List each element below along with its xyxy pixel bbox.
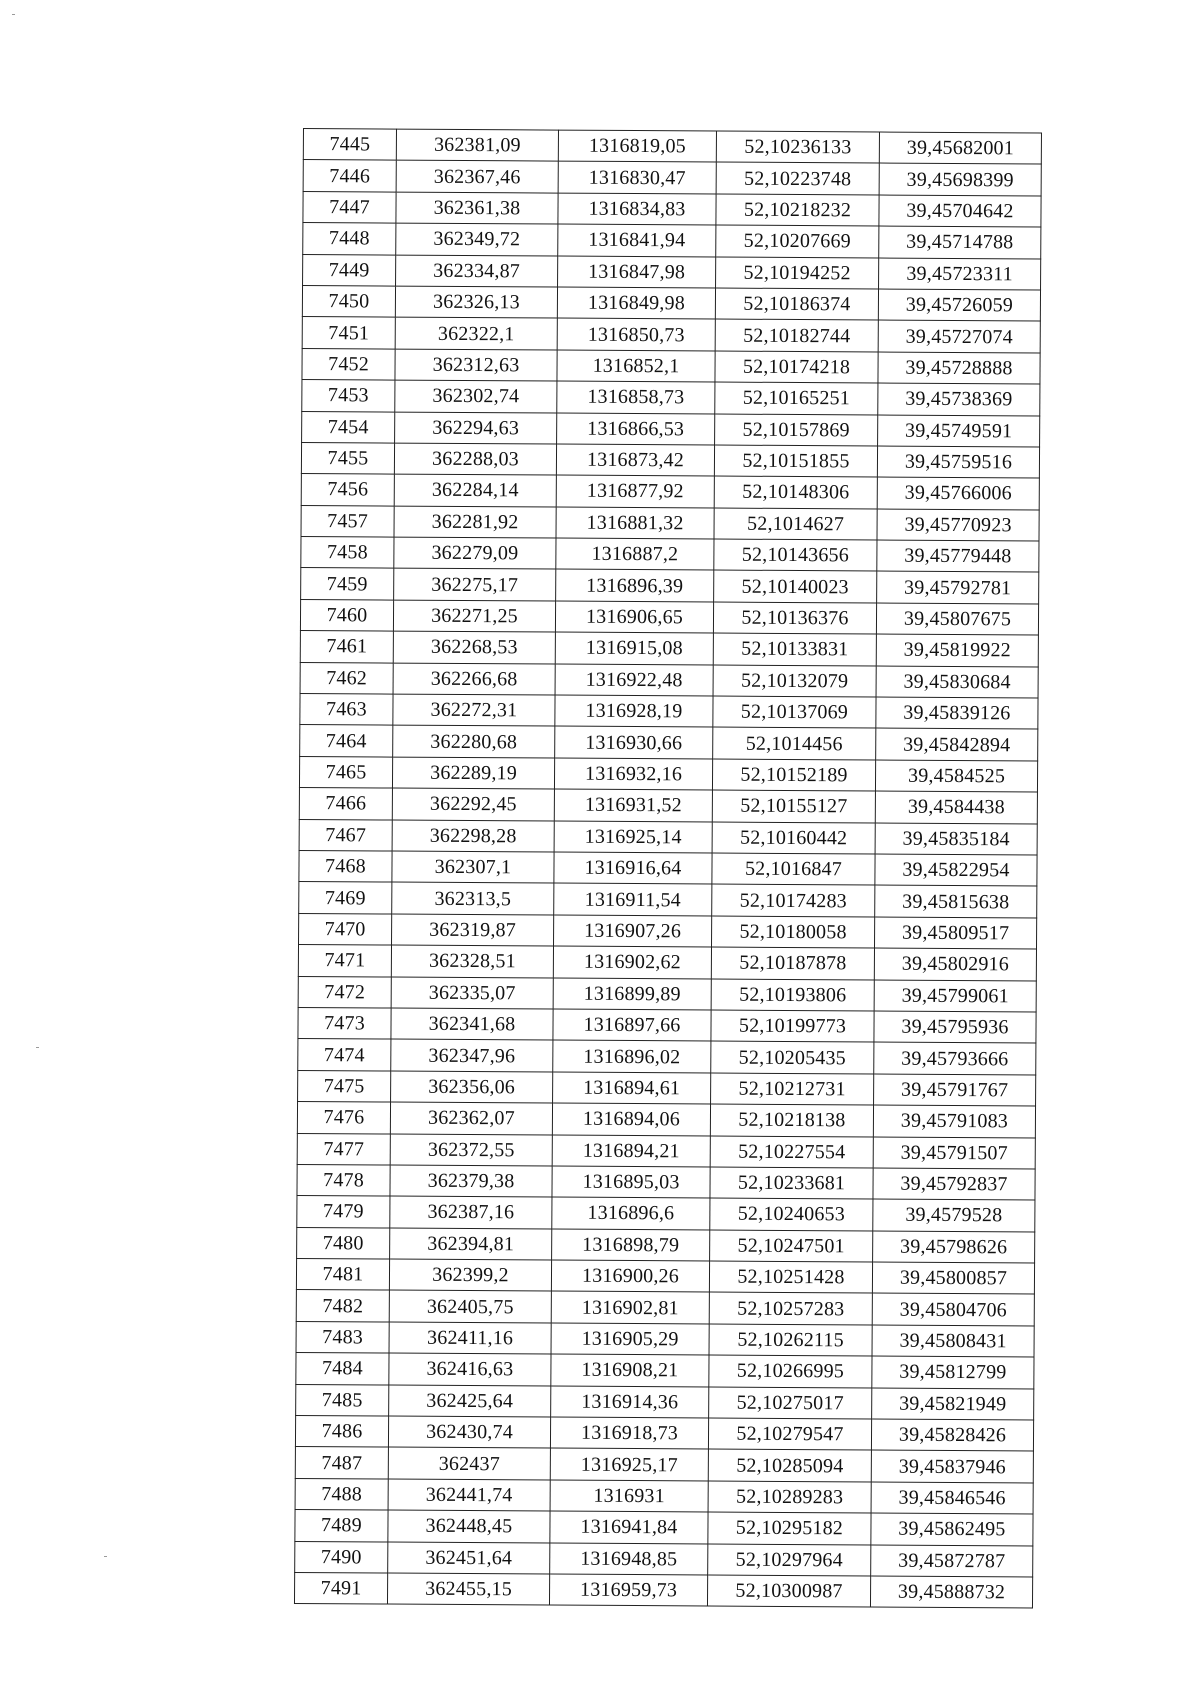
point-number-cell: 7465 bbox=[299, 756, 392, 788]
longitude-cell: 39,45714788 bbox=[879, 226, 1041, 258]
y-coordinate-cell: 1316881,32 bbox=[556, 507, 714, 539]
longitude-cell: 39,45872787 bbox=[871, 1545, 1033, 1577]
latitude-cell: 52,10155127 bbox=[712, 790, 875, 822]
point-number-cell: 7481 bbox=[296, 1259, 389, 1291]
latitude-cell: 52,10136376 bbox=[713, 602, 876, 634]
table-row bbox=[298, 945, 1036, 981]
latitude-cell: 52,10137069 bbox=[713, 696, 876, 728]
longitude-cell: 39,45819922 bbox=[876, 634, 1038, 666]
y-coordinate-cell: 1316896,6 bbox=[552, 1197, 710, 1229]
y-coordinate-cell: 1316905,29 bbox=[551, 1323, 709, 1355]
y-coordinate-cell: 1316873,42 bbox=[556, 444, 714, 476]
latitude-cell: 52,10218138 bbox=[710, 1104, 873, 1136]
x-coordinate-cell: 362319,87 bbox=[392, 914, 554, 946]
point-number-cell: 7486 bbox=[295, 1415, 388, 1447]
point-number-cell: 7471 bbox=[298, 945, 391, 977]
x-coordinate-cell: 362405,75 bbox=[389, 1291, 551, 1323]
table-row bbox=[303, 160, 1041, 196]
y-coordinate-cell: 1316902,62 bbox=[553, 946, 711, 978]
latitude-cell: 52,10182744 bbox=[715, 319, 878, 351]
longitude-cell: 39,45888732 bbox=[870, 1576, 1032, 1608]
latitude-cell: 52,10187878 bbox=[711, 947, 874, 979]
point-number-cell: 7482 bbox=[296, 1290, 389, 1322]
latitude-cell: 52,10218232 bbox=[716, 194, 879, 226]
longitude-cell: 39,45815638 bbox=[875, 885, 1037, 917]
latitude-cell: 52,10132079 bbox=[713, 665, 876, 697]
x-coordinate-cell: 362341,68 bbox=[391, 1008, 553, 1040]
point-number-cell: 7475 bbox=[298, 1070, 391, 1102]
point-number-cell: 7456 bbox=[301, 474, 394, 506]
y-coordinate-cell: 1316852,1 bbox=[557, 350, 715, 382]
x-coordinate-cell: 362328,51 bbox=[391, 945, 553, 977]
longitude-cell: 39,4584525 bbox=[875, 760, 1037, 792]
latitude-cell: 52,10160442 bbox=[712, 822, 875, 854]
y-coordinate-cell: 1316959,73 bbox=[549, 1574, 707, 1606]
latitude-cell: 52,10223748 bbox=[716, 162, 879, 194]
table-row bbox=[303, 129, 1041, 165]
x-coordinate-cell: 362322,1 bbox=[395, 317, 557, 349]
longitude-cell: 39,45759516 bbox=[877, 446, 1039, 478]
table-row bbox=[298, 1070, 1036, 1106]
x-coordinate-cell: 362268,53 bbox=[393, 631, 555, 663]
y-coordinate-cell: 1316841,94 bbox=[558, 224, 716, 256]
latitude-cell: 52,10193806 bbox=[711, 979, 874, 1011]
point-number-cell: 7448 bbox=[303, 223, 396, 255]
table-row bbox=[300, 599, 1038, 635]
longitude-cell: 39,45791507 bbox=[873, 1137, 1035, 1169]
table-row bbox=[303, 191, 1041, 227]
point-number-cell: 7451 bbox=[302, 317, 395, 349]
point-number-cell: 7461 bbox=[300, 631, 393, 663]
x-coordinate-cell: 362437 bbox=[388, 1447, 550, 1479]
x-coordinate-cell: 362275,17 bbox=[394, 569, 556, 601]
x-coordinate-cell: 362372,55 bbox=[390, 1134, 552, 1166]
latitude-cell: 52,10240653 bbox=[710, 1198, 873, 1230]
point-number-cell: 7455 bbox=[301, 442, 394, 474]
longitude-cell: 39,45749591 bbox=[878, 415, 1040, 447]
table-row bbox=[297, 1102, 1035, 1138]
table-row bbox=[300, 725, 1038, 761]
y-coordinate-cell: 1316898,79 bbox=[552, 1229, 710, 1261]
longitude-cell: 39,45728888 bbox=[878, 352, 1040, 384]
table-row bbox=[297, 1227, 1035, 1263]
table-row bbox=[299, 913, 1037, 949]
y-coordinate-cell: 1316858,73 bbox=[557, 381, 715, 413]
point-number-cell: 7479 bbox=[297, 1196, 390, 1228]
x-coordinate-cell: 362367,46 bbox=[396, 160, 558, 192]
table-row bbox=[301, 568, 1039, 604]
x-coordinate-cell: 362289,19 bbox=[392, 757, 554, 789]
table-row bbox=[297, 1164, 1035, 1200]
point-number-cell: 7488 bbox=[295, 1478, 388, 1510]
x-coordinate-cell: 362313,5 bbox=[392, 882, 554, 914]
x-coordinate-cell: 362280,68 bbox=[393, 725, 555, 757]
longitude-cell: 39,45726059 bbox=[878, 289, 1040, 321]
table-row bbox=[299, 819, 1037, 855]
x-coordinate-cell: 362284,14 bbox=[394, 474, 556, 506]
table-row bbox=[295, 1510, 1033, 1546]
y-coordinate-cell: 1316895,03 bbox=[552, 1166, 710, 1198]
longitude-cell: 39,45792837 bbox=[873, 1168, 1035, 1200]
table-row bbox=[300, 662, 1038, 698]
longitude-cell: 39,45835184 bbox=[875, 823, 1037, 855]
longitude-cell: 39,45800857 bbox=[872, 1262, 1034, 1294]
latitude-cell: 52,10151855 bbox=[714, 445, 877, 477]
point-number-cell: 7450 bbox=[302, 285, 395, 317]
longitude-cell: 39,45799061 bbox=[874, 980, 1036, 1012]
x-coordinate-cell: 362399,2 bbox=[389, 1259, 551, 1291]
longitude-cell: 39,45791767 bbox=[874, 1074, 1036, 1106]
latitude-cell: 52,10285094 bbox=[708, 1449, 871, 1481]
longitude-cell: 39,45812799 bbox=[872, 1356, 1034, 1388]
x-coordinate-cell: 362326,13 bbox=[395, 286, 557, 318]
latitude-cell: 52,10174283 bbox=[712, 884, 875, 916]
latitude-cell: 52,1014456 bbox=[713, 727, 876, 759]
y-coordinate-cell: 1316834,83 bbox=[558, 193, 716, 225]
table-row bbox=[295, 1415, 1033, 1451]
x-coordinate-cell: 362312,63 bbox=[395, 349, 557, 381]
table-row bbox=[300, 694, 1038, 730]
x-coordinate-cell: 362411,16 bbox=[389, 1322, 551, 1354]
point-number-cell: 7478 bbox=[297, 1164, 390, 1196]
x-coordinate-cell: 362298,28 bbox=[392, 820, 554, 852]
y-coordinate-cell: 1316925,14 bbox=[554, 821, 712, 853]
latitude-cell: 52,10143656 bbox=[714, 539, 877, 571]
latitude-cell: 52,10148306 bbox=[714, 476, 877, 508]
x-coordinate-cell: 362292,45 bbox=[392, 788, 554, 820]
longitude-cell: 39,45804706 bbox=[872, 1293, 1034, 1325]
point-number-cell: 7468 bbox=[299, 850, 392, 882]
longitude-cell: 39,45766006 bbox=[877, 477, 1039, 509]
point-number-cell: 7477 bbox=[297, 1133, 390, 1165]
table-row bbox=[300, 631, 1038, 667]
x-coordinate-cell: 362451,64 bbox=[388, 1542, 550, 1574]
longitude-cell: 39,45809517 bbox=[875, 917, 1037, 949]
point-number-cell: 7462 bbox=[300, 662, 393, 694]
point-number-cell: 7490 bbox=[295, 1541, 388, 1573]
latitude-cell: 52,10133831 bbox=[713, 633, 876, 665]
table-row bbox=[294, 1572, 1032, 1608]
longitude-cell: 39,45791083 bbox=[873, 1105, 1035, 1137]
y-coordinate-cell: 1316907,26 bbox=[554, 915, 712, 947]
x-coordinate-cell: 362394,81 bbox=[390, 1228, 552, 1260]
table-row bbox=[296, 1290, 1034, 1326]
y-coordinate-cell: 1316928,19 bbox=[555, 695, 713, 727]
longitude-cell: 39,45830684 bbox=[876, 666, 1038, 698]
y-coordinate-cell: 1316896,02 bbox=[553, 1040, 711, 1072]
y-coordinate-cell: 1316819,05 bbox=[558, 130, 716, 162]
x-coordinate-cell: 362349,72 bbox=[396, 223, 558, 255]
point-number-cell: 7467 bbox=[299, 819, 392, 851]
x-coordinate-cell: 362266,68 bbox=[393, 663, 555, 695]
longitude-cell: 39,45738369 bbox=[878, 383, 1040, 415]
scan-speck bbox=[12, 14, 15, 15]
latitude-cell: 52,10165251 bbox=[715, 382, 878, 414]
x-coordinate-cell: 362448,45 bbox=[388, 1510, 550, 1542]
x-coordinate-cell: 362362,07 bbox=[390, 1102, 552, 1134]
y-coordinate-cell: 1316930,66 bbox=[555, 726, 713, 758]
y-coordinate-cell: 1316948,85 bbox=[550, 1543, 708, 1575]
latitude-cell: 52,10262115 bbox=[709, 1324, 872, 1356]
table-row bbox=[301, 537, 1039, 573]
y-coordinate-cell: 1316900,26 bbox=[551, 1260, 709, 1292]
latitude-cell: 52,10251428 bbox=[709, 1261, 872, 1293]
table-row bbox=[301, 474, 1039, 510]
table-row bbox=[301, 442, 1039, 478]
x-coordinate-cell: 362416,63 bbox=[389, 1353, 551, 1385]
y-coordinate-cell: 1316887,2 bbox=[556, 538, 714, 570]
y-coordinate-cell: 1316897,66 bbox=[553, 1009, 711, 1041]
latitude-cell: 52,1016847 bbox=[712, 853, 875, 885]
y-coordinate-cell: 1316932,16 bbox=[554, 758, 712, 790]
y-coordinate-cell: 1316918,73 bbox=[550, 1417, 708, 1449]
y-coordinate-cell: 1316849,98 bbox=[557, 287, 715, 319]
x-coordinate-cell: 362356,06 bbox=[391, 1071, 553, 1103]
table-row bbox=[299, 788, 1037, 824]
longitude-cell: 39,4584438 bbox=[875, 791, 1037, 823]
latitude-cell: 52,10275017 bbox=[709, 1387, 872, 1419]
longitude-cell: 39,45807675 bbox=[876, 603, 1038, 635]
point-number-cell: 7491 bbox=[294, 1572, 387, 1604]
y-coordinate-cell: 1316906,65 bbox=[555, 601, 713, 633]
point-number-cell: 7466 bbox=[299, 788, 392, 820]
x-coordinate-cell: 362294,63 bbox=[395, 412, 557, 444]
table-row bbox=[296, 1353, 1034, 1389]
point-number-cell: 7483 bbox=[296, 1321, 389, 1353]
table-row bbox=[295, 1478, 1033, 1514]
y-coordinate-cell: 1316925,17 bbox=[550, 1448, 708, 1480]
x-coordinate-cell: 362334,87 bbox=[396, 255, 558, 287]
table-row bbox=[299, 756, 1037, 792]
table-row bbox=[298, 1007, 1036, 1043]
y-coordinate-cell: 1316847,98 bbox=[558, 256, 716, 288]
point-number-cell: 7473 bbox=[298, 1007, 391, 1039]
x-coordinate-cell: 362335,07 bbox=[391, 977, 553, 1009]
y-coordinate-cell: 1316914,36 bbox=[551, 1386, 709, 1418]
latitude-cell: 52,10266995 bbox=[709, 1355, 872, 1387]
x-coordinate-cell: 362455,15 bbox=[387, 1573, 549, 1605]
point-number-cell: 7469 bbox=[299, 882, 392, 914]
longitude-cell: 39,45846546 bbox=[871, 1482, 1033, 1514]
point-number-cell: 7476 bbox=[297, 1102, 390, 1134]
x-coordinate-cell: 362425,64 bbox=[389, 1385, 551, 1417]
point-number-cell: 7452 bbox=[302, 348, 395, 380]
longitude-cell: 39,45839126 bbox=[876, 697, 1038, 729]
table-row bbox=[297, 1196, 1035, 1232]
y-coordinate-cell: 1316830,47 bbox=[558, 161, 716, 193]
point-number-cell: 7453 bbox=[302, 380, 395, 412]
latitude-cell: 52,10297964 bbox=[708, 1544, 871, 1576]
y-coordinate-cell: 1316911,54 bbox=[554, 883, 712, 915]
longitude-cell: 39,45842894 bbox=[876, 728, 1038, 760]
point-number-cell: 7446 bbox=[303, 160, 396, 192]
longitude-cell: 39,45822954 bbox=[875, 854, 1037, 886]
y-coordinate-cell: 1316941,84 bbox=[550, 1511, 708, 1543]
latitude-cell: 52,10186374 bbox=[715, 288, 878, 320]
point-number-cell: 7445 bbox=[303, 129, 396, 161]
latitude-cell: 52,10295182 bbox=[708, 1512, 871, 1544]
point-number-cell: 7459 bbox=[301, 568, 394, 600]
point-number-cell: 7489 bbox=[295, 1510, 388, 1542]
latitude-cell: 52,10205435 bbox=[711, 1041, 874, 1073]
point-number-cell: 7460 bbox=[300, 599, 393, 631]
table-row bbox=[302, 317, 1040, 353]
x-coordinate-cell: 362271,25 bbox=[393, 600, 555, 632]
point-number-cell: 7458 bbox=[301, 537, 394, 569]
x-coordinate-cell: 362272,31 bbox=[393, 694, 555, 726]
longitude-cell: 39,45682001 bbox=[879, 132, 1041, 164]
longitude-cell: 39,4579528 bbox=[873, 1199, 1035, 1231]
table-row bbox=[303, 254, 1041, 290]
table-row bbox=[302, 285, 1040, 321]
longitude-cell: 39,45802916 bbox=[874, 948, 1036, 980]
x-coordinate-cell: 362361,38 bbox=[396, 192, 558, 224]
longitude-cell: 39,45828426 bbox=[871, 1419, 1033, 1451]
point-number-cell: 7464 bbox=[300, 725, 393, 757]
longitude-cell: 39,45808431 bbox=[872, 1325, 1034, 1357]
table-row bbox=[302, 348, 1040, 384]
table-row bbox=[296, 1384, 1034, 1420]
x-coordinate-cell: 362288,03 bbox=[394, 443, 556, 475]
table-row bbox=[298, 1039, 1036, 1075]
y-coordinate-cell: 1316915,08 bbox=[555, 632, 713, 664]
table-row bbox=[295, 1447, 1033, 1483]
latitude-cell: 52,10289283 bbox=[708, 1481, 871, 1513]
y-coordinate-cell: 1316866,53 bbox=[557, 413, 715, 445]
scan-speck bbox=[104, 1556, 107, 1557]
longitude-cell: 39,45795936 bbox=[874, 1011, 1036, 1043]
latitude-cell: 52,10247501 bbox=[710, 1230, 873, 1262]
table-row bbox=[299, 850, 1037, 886]
x-coordinate-cell: 362381,09 bbox=[396, 129, 558, 161]
y-coordinate-cell: 1316850,73 bbox=[557, 318, 715, 350]
point-number-cell: 7480 bbox=[297, 1227, 390, 1259]
point-number-cell: 7463 bbox=[300, 694, 393, 726]
latitude-cell: 52,10236133 bbox=[716, 131, 879, 163]
y-coordinate-cell: 1316931 bbox=[550, 1480, 708, 1512]
coordinates-table-body bbox=[294, 129, 1041, 1609]
longitude-cell: 39,45727074 bbox=[878, 320, 1040, 352]
table-row bbox=[302, 380, 1040, 416]
table-row bbox=[295, 1541, 1033, 1577]
longitude-cell: 39,45798626 bbox=[873, 1231, 1035, 1263]
latitude-cell: 52,10180058 bbox=[712, 916, 875, 948]
latitude-cell: 52,10300987 bbox=[707, 1575, 870, 1607]
x-coordinate-cell: 362281,92 bbox=[394, 506, 556, 538]
latitude-cell: 52,10212731 bbox=[711, 1073, 874, 1105]
table-row bbox=[297, 1133, 1035, 1169]
x-coordinate-cell: 362347,96 bbox=[391, 1039, 553, 1071]
point-number-cell: 7449 bbox=[303, 254, 396, 286]
latitude-cell: 52,10157869 bbox=[715, 414, 878, 446]
longitude-cell: 39,45704642 bbox=[879, 195, 1041, 227]
latitude-cell: 52,10227554 bbox=[710, 1136, 873, 1168]
latitude-cell: 52,10174218 bbox=[715, 351, 878, 383]
latitude-cell: 52,10279547 bbox=[708, 1418, 871, 1450]
longitude-cell: 39,45770923 bbox=[877, 509, 1039, 541]
longitude-cell: 39,45792781 bbox=[877, 571, 1039, 603]
longitude-cell: 39,45862495 bbox=[871, 1513, 1033, 1545]
longitude-cell: 39,45821949 bbox=[872, 1388, 1034, 1420]
table-row bbox=[301, 505, 1039, 541]
latitude-cell: 52,10257283 bbox=[709, 1292, 872, 1324]
y-coordinate-cell: 1316916,64 bbox=[554, 852, 712, 884]
table-row bbox=[303, 223, 1041, 259]
point-number-cell: 7485 bbox=[296, 1384, 389, 1416]
y-coordinate-cell: 1316877,92 bbox=[556, 475, 714, 507]
point-number-cell: 7484 bbox=[296, 1353, 389, 1385]
latitude-cell: 52,10194252 bbox=[716, 257, 879, 289]
latitude-cell: 52,10140023 bbox=[714, 570, 877, 602]
coordinates-table bbox=[294, 128, 1042, 1609]
latitude-cell: 52,10207669 bbox=[716, 225, 879, 257]
latitude-cell: 52,10199773 bbox=[711, 1010, 874, 1042]
y-coordinate-cell: 1316931,52 bbox=[554, 789, 712, 821]
y-coordinate-cell: 1316894,21 bbox=[552, 1135, 710, 1167]
y-coordinate-cell: 1316902,81 bbox=[551, 1291, 709, 1323]
latitude-cell: 52,10233681 bbox=[710, 1167, 873, 1199]
point-number-cell: 7454 bbox=[302, 411, 395, 443]
point-number-cell: 7447 bbox=[303, 191, 396, 223]
x-coordinate-cell: 362387,16 bbox=[390, 1196, 552, 1228]
table-row bbox=[299, 882, 1037, 918]
longitude-cell: 39,45723311 bbox=[879, 258, 1041, 290]
latitude-cell: 52,10152189 bbox=[712, 759, 875, 791]
table-row bbox=[296, 1259, 1034, 1295]
longitude-cell: 39,45698399 bbox=[879, 163, 1041, 195]
table-row bbox=[298, 976, 1036, 1012]
scan-speck bbox=[36, 1047, 39, 1048]
x-coordinate-cell: 362307,1 bbox=[392, 851, 554, 883]
y-coordinate-cell: 1316896,39 bbox=[556, 570, 714, 602]
point-number-cell: 7457 bbox=[301, 505, 394, 537]
y-coordinate-cell: 1316922,48 bbox=[555, 664, 713, 696]
y-coordinate-cell: 1316899,89 bbox=[553, 978, 711, 1010]
point-number-cell: 7470 bbox=[299, 913, 392, 945]
x-coordinate-cell: 362430,74 bbox=[388, 1416, 550, 1448]
x-coordinate-cell: 362441,74 bbox=[388, 1479, 550, 1511]
point-number-cell: 7472 bbox=[298, 976, 391, 1008]
longitude-cell: 39,45793666 bbox=[874, 1042, 1036, 1074]
point-number-cell: 7474 bbox=[298, 1039, 391, 1071]
y-coordinate-cell: 1316894,06 bbox=[552, 1103, 710, 1135]
x-coordinate-cell: 362279,09 bbox=[394, 537, 556, 569]
x-coordinate-cell: 362379,38 bbox=[390, 1165, 552, 1197]
x-coordinate-cell: 362302,74 bbox=[395, 380, 557, 412]
table-row bbox=[302, 411, 1040, 447]
longitude-cell: 39,45837946 bbox=[871, 1450, 1033, 1482]
longitude-cell: 39,45779448 bbox=[877, 540, 1039, 572]
point-number-cell: 7487 bbox=[295, 1447, 388, 1479]
y-coordinate-cell: 1316908,21 bbox=[551, 1354, 709, 1386]
y-coordinate-cell: 1316894,61 bbox=[553, 1072, 711, 1104]
latitude-cell: 52,1014627 bbox=[714, 508, 877, 540]
table-row bbox=[296, 1321, 1034, 1357]
